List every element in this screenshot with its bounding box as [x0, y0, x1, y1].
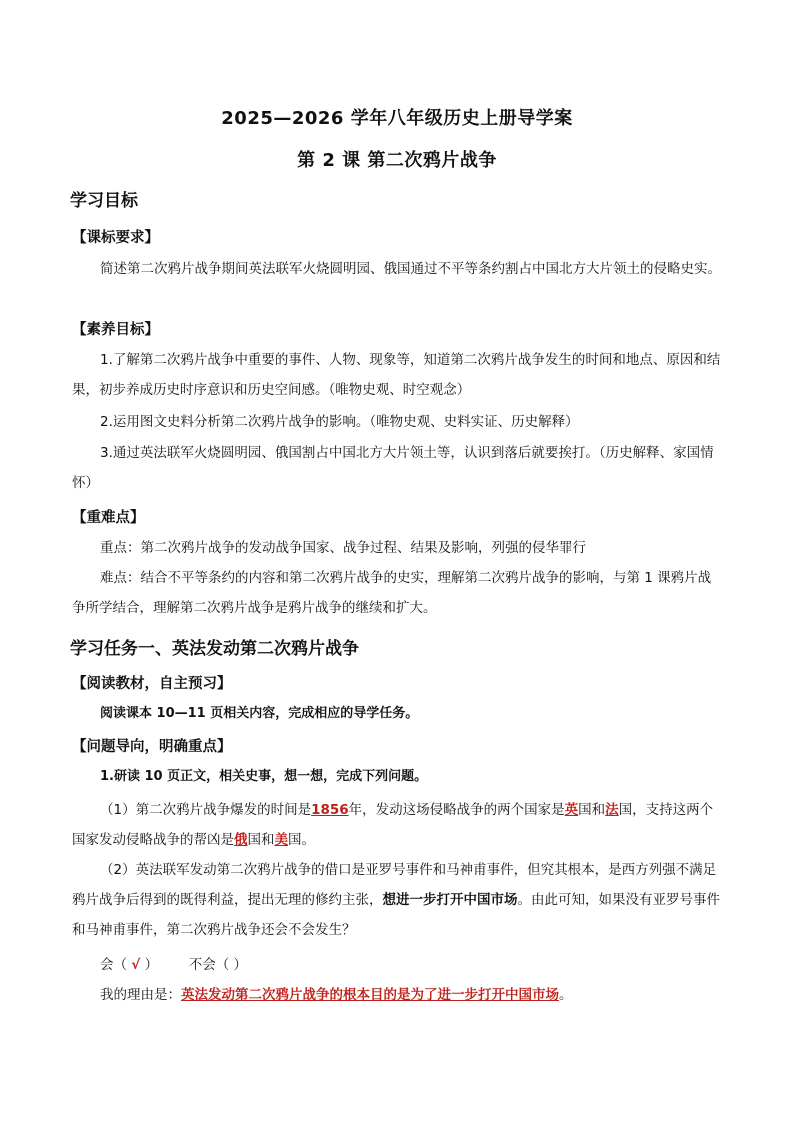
- document-title: 2025—2026 学年八年级历史上册导学案: [221, 108, 573, 129]
- check-mark: √: [131, 957, 141, 973]
- curriculum-text: 简述第二次鸦片战争期间英法联军火烧圆明园、俄国通过不平等条约割占中国北方大片领土的侵略史实。: [100, 261, 721, 277]
- q1-text-6: 国。: [288, 832, 315, 848]
- task1-heading: 学习任务一、英法发动第二次鸦片战争: [70, 639, 359, 659]
- q1-text-4: 国，支持这两个国家发动侵略战争的帮凶是: [72, 802, 714, 848]
- q1-answer-year: 1856: [311, 802, 349, 818]
- q1-text-1: （1）第二次鸦片战争爆发的时间是: [100, 802, 312, 818]
- key-points-label: 【重难点】: [72, 510, 145, 526]
- literacy-item-1: 1.了解第二次鸦片战争中重要的事件、人物、现象等，知道第二次鸦片战争发生的时间和地点、原因和结果，初步养成历史时序意识和历史空间感。（唯物史观、时空观念）: [72, 352, 721, 398]
- q1-answer-country-2: 法: [605, 802, 619, 818]
- q2-text-1: （2）英法联军发动第二次鸦片战争的借口是亚罗号事件和马神甫事件，但究其根本，是西方列强不满足鸦片战争后得到的既得利益，提出无理的修约主张，: [72, 862, 717, 908]
- q1-answer-country-1: 英: [564, 802, 579, 818]
- reason-answer: 英法发动第二次鸦片战争的根本目的是为了进一步打开中国市场: [181, 987, 559, 1003]
- literacy-item-3: 3.通过英法联军火烧圆明园、俄国割占中国北方大片领土等，认识到落后就要挨打。（历史解释、家国情怀）: [72, 445, 714, 491]
- question-intro: 1.研读 10 页正文，相关史事，想一想，完成下列问题。: [100, 769, 428, 784]
- choice-row: [72, 950, 722, 980]
- choice-yes-close: ）: [144, 957, 159, 973]
- choice-yes-open: 会（: [100, 957, 127, 973]
- q1-text-2: 年，发动这场侵略战争的两个国家是: [348, 802, 565, 818]
- literacy-label: 【素养目标】: [72, 322, 159, 338]
- section-heading-objectives: 学习目标: [70, 191, 138, 211]
- key-point-focus: 重点：第二次鸦片战争的发动战争国家、战争过程、结果及影响，列强的侵华罪行: [100, 540, 586, 556]
- q1-answer-helper-2: 美: [274, 832, 288, 848]
- reason-label: 我的理由是：: [100, 987, 181, 1003]
- question-label: 【问题导向，明确重点】: [72, 739, 232, 755]
- key-point-difficulty: 难点：结合不平等条约的内容和第二次鸦片战争的史实，理解第二次鸦片战争的影响，与第 1 课鸦片战争所学结合，理解第二次鸦片战争是鸦片战争的继续和扩大。: [72, 570, 712, 616]
- lesson-title: 第 2 课 第二次鸦片战争: [297, 150, 497, 171]
- literacy-item-2: 2.运用图文史料分析第二次鸦片战争的影响。（唯物史观、史料实证、历史解释）: [100, 414, 579, 430]
- reason-end: 。: [559, 987, 573, 1003]
- curriculum-label: 【课标要求】: [72, 230, 159, 246]
- question-2: [72, 855, 722, 945]
- choice-no: 不会（ ）: [188, 957, 247, 973]
- question-1: [72, 795, 722, 855]
- q1-answer-helper-1: 俄: [234, 832, 248, 848]
- q1-text-5: 国和: [247, 832, 275, 848]
- q2-bold-text: 想进一步打开中国市场: [382, 892, 518, 908]
- read-label: 【阅读教材，自主预习】: [72, 676, 232, 692]
- q1-text-3: 国和: [578, 802, 606, 818]
- read-text: 阅读课本 10—11 页相关内容，完成相应的导学任务。: [100, 706, 419, 721]
- q2-text-2: 。由此可知，如果没有亚罗号事件和马神甫事件，第二次鸦片战争还会不会发生？: [72, 892, 720, 938]
- reason-row: [72, 980, 722, 1010]
